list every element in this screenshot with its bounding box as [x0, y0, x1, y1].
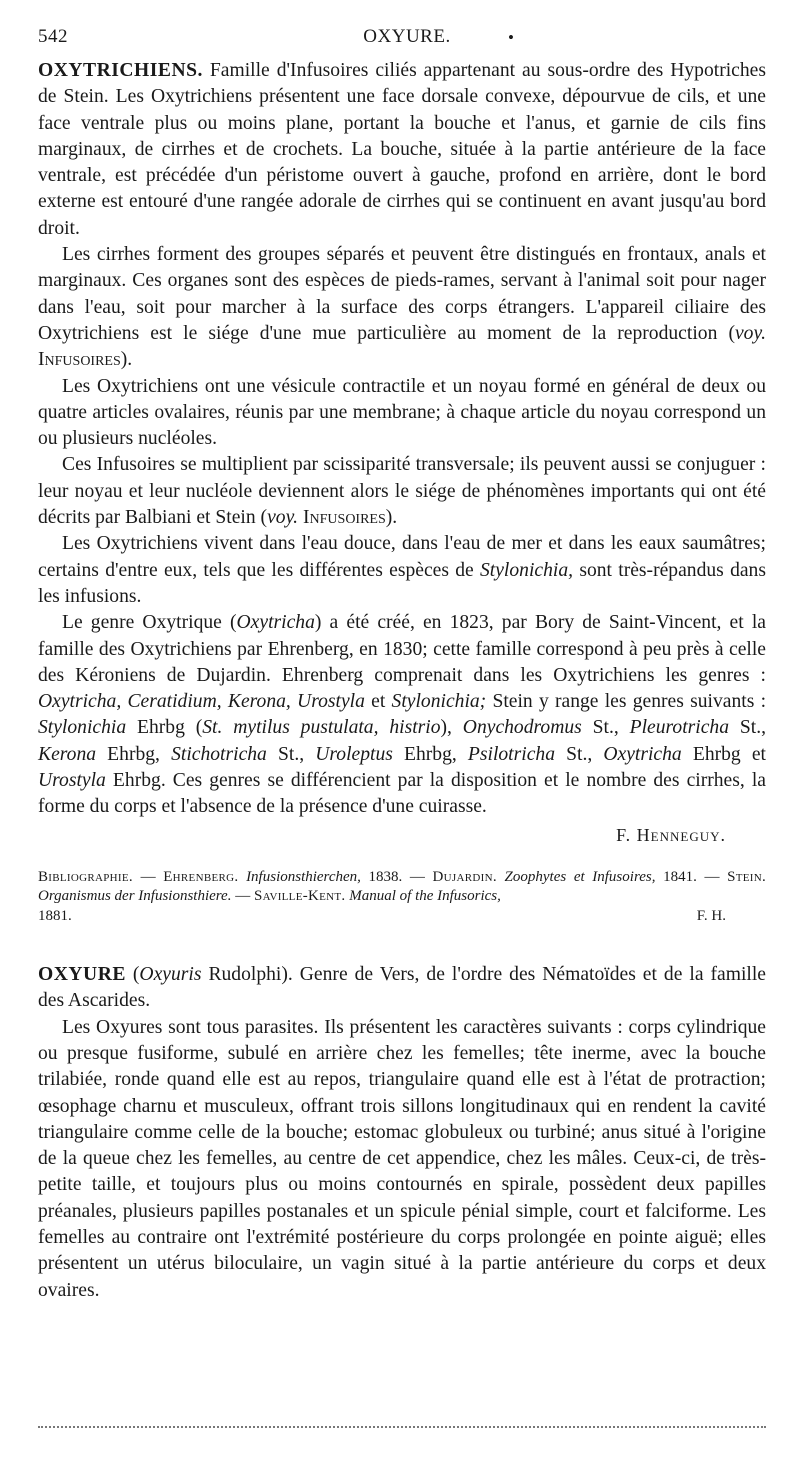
text: Ehrbg. Ces genres se différencient par la disposition et le nombre des cirrhes, la forme du corps et l'absence de la présence d'une cuirasse.: [38, 770, 766, 818]
cross-ref: Infusoires: [38, 349, 121, 371]
text: Ehrbg et: [681, 743, 766, 765]
text: 1838. —: [360, 868, 433, 885]
genus-name: Psilotricha: [467, 743, 555, 765]
genus-name: Stichotricha: [171, 743, 267, 765]
paragraph-1: [38, 58, 766, 242]
entry-term: OXYTRICHIENS.: [38, 60, 203, 81]
genus-name: Oxytricha: [603, 743, 682, 765]
author: Saville-Kent.: [253, 888, 346, 905]
text: Ehrbg,: [96, 743, 172, 765]
text: St.,: [581, 717, 630, 739]
paragraph-6: [38, 610, 766, 820]
work-title: Manual of the Infusorics,: [349, 888, 501, 905]
text: ),: [440, 717, 463, 739]
cross-ref-voy: voy.: [267, 507, 299, 529]
text: Ehrbg,: [392, 743, 468, 765]
genus-name: Oxytricha, Ceratidium, Kerona, Urostyla: [38, 691, 365, 713]
bibliography-label: Bibliographie.: [38, 868, 133, 885]
species-name: St. mytilus pustulata, histrio: [202, 717, 441, 739]
bibliography-last-line: [38, 907, 766, 927]
genus-name: Kerona: [38, 743, 97, 765]
text: St.,: [729, 717, 767, 739]
genus-name: Oxytricha: [236, 612, 315, 634]
text: ) a été créé, en 1823, par Bory de Saint-Vincent, et la famille des Oxytrichiens par Ehrenberg, en 1830; cette famille correspond à peu près à celle des Kéroniens de Dujardin. Ehrenberg comprenait dans les Oxytrichiens les genres :: [38, 612, 766, 686]
genus-name: Pleurotricha: [629, 717, 730, 739]
year: 1881.: [38, 907, 72, 924]
paragraph-text: Famille d'Infusoires ciliés appartenant au sous-ordre des Hypotriches de Stein. Les Oxytrichiens présentent une face dorsale convexe, dépourvue de cils, et une face ventrale plus ou moins plane, portant la bouche et l'anus, et garnie de cils fins marginaux, de cirrhes et de crochets. La bouche, située à la partie antérieure de la face ventrale, est précédée d'un péristome ouvert à gauche, profond en arrière, dont le bord externe est entouré d'une rangée adorale de cirrhes qui se continuent en avant jusqu'au bord droit.: [38, 60, 766, 239]
text: Ehrbg (: [126, 717, 203, 739]
paragraph-2: Les Oxyures sont tous parasites. Ils présentent les caractères suivants : corps cylindrique ou presque fusiforme, subulé en arrière chez les femelles; tête inerme, avec la bouche trilabiée, ronde quand elle est au repos, triangulaire quand elle est à l'état de protraction; œsophage charnu et musculeux, offrant trois sillons longitudinaux qui en rendent la cavité triangulaire comme celle de la bouche; estomac globuleux ou turbiné; anus situé à l'origine de la queue chez les femelles, au centre de cet appendice, chez les mâles. Ceux-ci, de très-petite taille, et toujours plus ou moins contournés en spirale, possèdent deux papilles préanales, plusieurs papilles postanales et un spicule pénial simple, court et falciforme. Les femelles au contraire ont l'extrémité postérieure du corps prolongée en pointe aiguë; elles présentent un utérus biloculaire, un vagin situé à la partie antérieure du corps et deux ovaires.: [38, 1016, 766, 1301]
paragraph-text: Les Oxytrichiens vivent dans l'eau douce, dans l'eau de mer et dans les eaux saumâtres; certains d'entre eux, tels que les différentes espèces de: [38, 533, 766, 581]
paragraph-1: [38, 962, 766, 1015]
running-header: [38, 26, 766, 58]
text: et: [364, 691, 392, 713]
genus-name: Stylonichia;: [391, 691, 487, 713]
text: (: [125, 964, 140, 986]
text: Stein y range les genres suivants :: [486, 691, 767, 713]
author: Dujardin.: [432, 868, 497, 885]
bibliography: [38, 868, 766, 927]
running-title: OXYURE.: [363, 26, 451, 47]
genus-name: Urostyla: [38, 770, 106, 792]
paragraph-2: [38, 242, 766, 373]
paragraph-5: [38, 531, 766, 610]
bibliography-text: Bibliographie. — Ehrenberg. Infusionsthierchen, 1838. — Dujardin. Zoophytes et Infusoires, 1841. — Stein. Organismus der Infusionsthiere. — Saville-Kent. Manual of the Infusorics,: [38, 868, 767, 905]
genus-name: Uroleptus: [315, 743, 393, 765]
page-number: 542: [38, 26, 68, 47]
latin-name: Oxyuris: [139, 964, 202, 986]
paragraph-4: [38, 452, 766, 531]
dotted-rule: [38, 1422, 766, 1428]
text: St.,: [555, 743, 604, 765]
work-title: Infusionsthierchen,: [246, 868, 361, 885]
cross-ref-voy: voy.: [734, 322, 766, 344]
entry-oxytrichiens: [38, 58, 766, 926]
genus-name: Onychodromus: [462, 717, 582, 739]
author: Ehrenberg.: [163, 868, 239, 885]
entry-oxyure: [38, 962, 766, 1304]
text: 1841. —: [663, 868, 728, 885]
paragraph-text: Ces Infusoires se multiplient par scissiparité transversale; ils peuvent aussi se conjuguer : leur noyau et leur nucléole deviennent alors le siége de phénomènes importants qui ont été décrits par Balbiani et Stein (: [38, 454, 766, 529]
genus-name: Stylonichia,: [480, 559, 574, 581]
text: —: [231, 888, 254, 905]
genus-name: Stylonichia: [38, 717, 127, 739]
text: Rudolphi). Genre de Vers, de l'ordre des Nématoïdes et de la famille des Ascarides.: [38, 964, 766, 1012]
page: [38, 26, 766, 1304]
text: St.,: [266, 743, 316, 765]
paragraph-text: ).: [385, 507, 398, 529]
work-title: Organismus der Infusionsthiere.: [38, 888, 232, 905]
paragraph-3: Les Oxytrichiens ont une vésicule contractile et un noyau formé en général de deux ou quatre articles ovalaires, réunis par une membrane; à chaque article du noyau correspond un ou plusieurs nucléoles.: [38, 375, 766, 450]
entry-term: OXYURE: [38, 964, 126, 986]
text: Le genre Oxytrique (: [62, 612, 237, 634]
paragraph-text: Les cirrhes forment des groupes séparés et peuvent être distingués en frontaux, anals et marginaux. Ces organes sont des espèces de pieds-rames, servant à l'animal soit pour nager dans l'eau, soit pour marcher à la surface des corps étrangers. L'appareil ciliaire des Oxytrichiens est le siége d'une mue particulière au moment de la reproduction (: [38, 244, 766, 344]
cross-ref: Infusoires: [303, 507, 386, 529]
paragraph-text: ).: [120, 349, 133, 371]
initials: F. H.: [696, 907, 726, 924]
paragraph-text: sont très-répandus dans les infusions.: [38, 559, 766, 607]
author-signature: F. Henneguy.: [616, 824, 726, 845]
work-title: Zoophytes et Infusoires,: [504, 868, 656, 885]
author: Stein.: [727, 868, 767, 885]
header-mark: •: [508, 28, 515, 47]
